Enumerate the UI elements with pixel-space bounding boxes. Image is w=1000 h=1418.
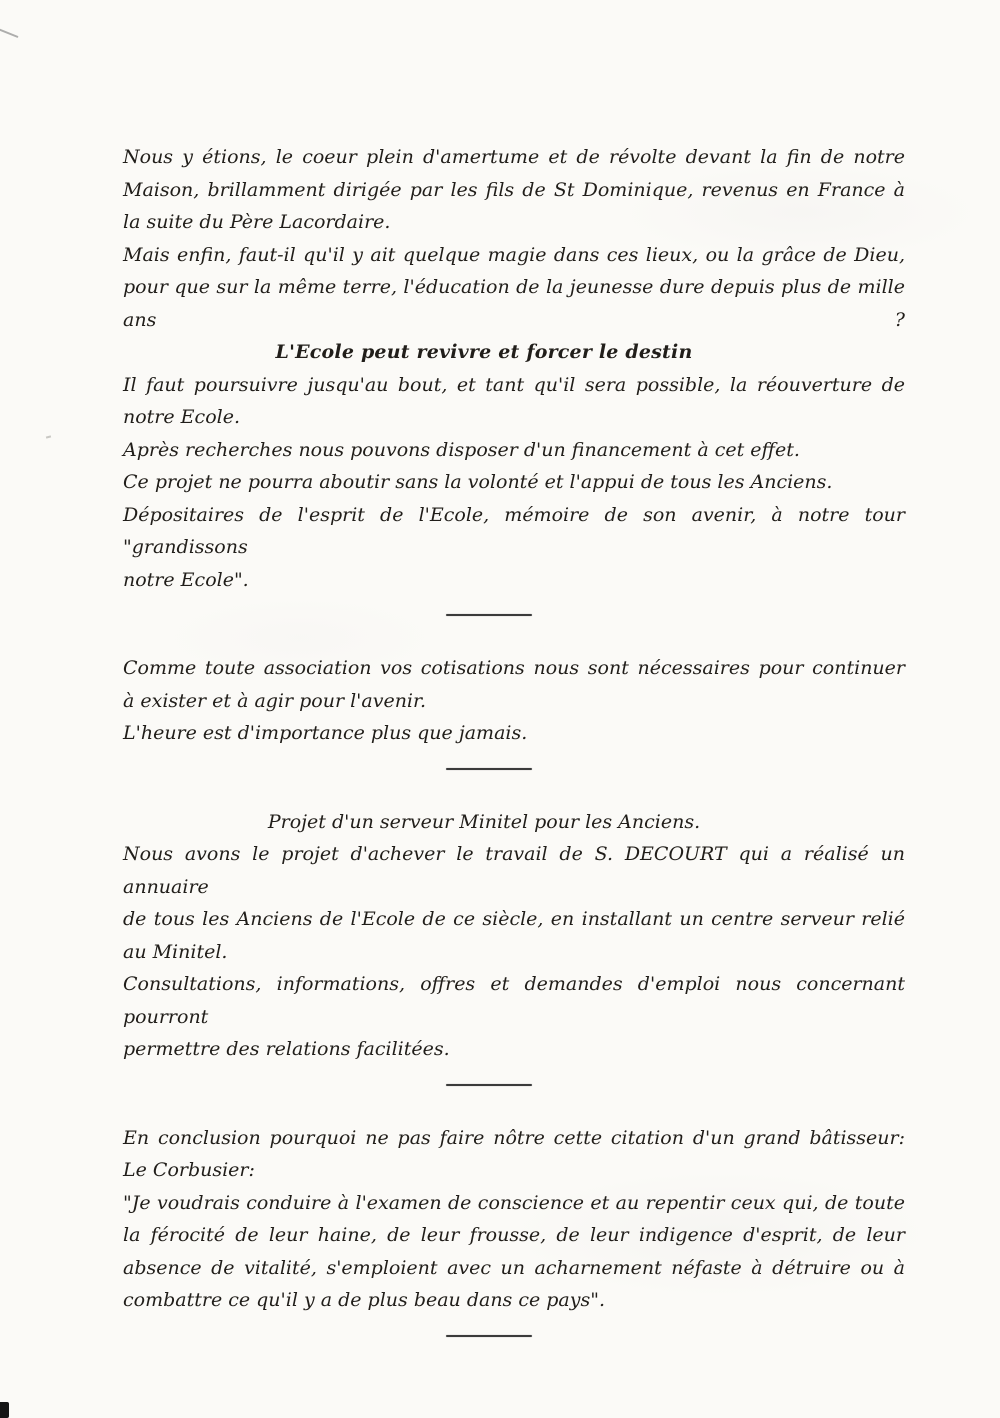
scan-artifact-bottom-left-mark bbox=[0, 1402, 9, 1418]
section-divider bbox=[446, 768, 532, 770]
text-line: pour que sur la même terre, l'éducation de la jeunesse dure depuis plus de mille ans ? bbox=[123, 276, 905, 331]
section-heading: L'Ecole peut revivre et forcer le destin bbox=[275, 341, 693, 363]
text-line: Dépositaires de l'esprit de l'Ecole, mémoire de son avenir, à notre tour "grandissons bbox=[123, 503, 905, 558]
text-line: Ce projet ne pourra aboutir sans la volonté et l'appui de tous les Anciens. bbox=[123, 471, 833, 493]
text-line: absence de vitalité, s'emploient avec un acharnement néfaste à détruire ou à bbox=[123, 1256, 905, 1279]
text-line: Consultations, informations, offres et demandes d'emploi nous concernant pourront bbox=[123, 973, 905, 1028]
text-line: au Minitel. bbox=[123, 940, 228, 963]
text-line: Nous avons le projet d'achever le travail de S. DECOURT qui a réalisé un annuaire bbox=[123, 843, 905, 898]
text-line: Comme toute association vos cotisations nous sont nécessaires pour continuer bbox=[123, 657, 905, 679]
text-line: Le Corbusier: bbox=[123, 1159, 255, 1181]
text-line: la suite du Père Lacordaire. bbox=[123, 211, 391, 233]
text-line: la férocité de leur haine, de leur frousse, de leur indigence d'esprit, de leur bbox=[123, 1224, 905, 1246]
scan-artifact-top-left-scratch bbox=[0, 28, 19, 38]
text-line: permettre des relations facilitées. bbox=[123, 1038, 450, 1060]
section-divider bbox=[446, 1084, 532, 1086]
text-line: Après recherches nous pouvons disposer d'un financement à cet effet. bbox=[123, 438, 800, 461]
text-line: Il faut poursuivre jusqu'au bout, et tant qu'il sera possible, la réouverture de bbox=[123, 373, 905, 396]
text-line: à exister et à agir pour l'avenir. bbox=[123, 689, 427, 712]
section-heading: Projet d'un serveur Minitel pour les Anciens. bbox=[267, 810, 701, 833]
text-line: combattre ce qu'il y a de plus beau dans ce pays". bbox=[123, 1289, 606, 1311]
section-divider bbox=[446, 614, 532, 616]
text-line: Nous y étions, le coeur plein d'amertume et de révolte devant la fin de notre bbox=[123, 146, 905, 168]
scan-artifact-left-speck bbox=[46, 435, 51, 438]
text-line: En conclusion pourquoi ne pas faire nôtre cette citation d'un grand bâtisseur: bbox=[123, 1126, 905, 1149]
text-line: "Je voudrais conduire à l'examen de conscience et au repentir ceux qui, de toute bbox=[123, 1191, 905, 1214]
text-line: notre Ecole". bbox=[123, 568, 249, 591]
text-line: Mais enfin, faut-il qu'il y ait quelque magie dans ces lieux, ou la grâce de Dieu, bbox=[123, 243, 905, 266]
document-body bbox=[123, 141, 905, 1373]
section-divider bbox=[446, 1335, 532, 1337]
text-line: de tous les Anciens de l'Ecole de ce siècle, en installant un centre serveur relié bbox=[123, 908, 905, 930]
text-line: L'heure est d'importance plus que jamais. bbox=[123, 722, 528, 744]
text-line: notre Ecole. bbox=[123, 406, 240, 428]
text-line: Maison, brillamment dirigée par les fils de St Dominique, revenus en France à bbox=[123, 178, 905, 201]
